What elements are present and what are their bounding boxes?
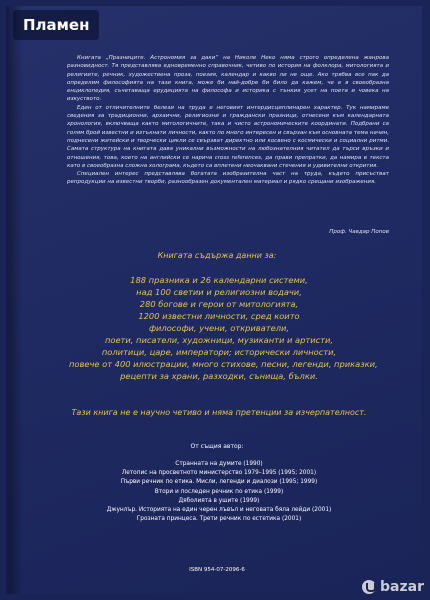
work-title: Дяболията в ушите (1999) [178,497,260,504]
disclaimer-text: Тази книга не е научно четиво и няма претенции за изчерпателност. [71,408,367,417]
other-works-heading: От същия автор: [190,443,244,450]
work-title: Втори и последен речник по етика (1999) [154,488,284,495]
contents-line: рецепти за храни, разходки, сънища, бълки. [120,371,318,381]
contents-list [69,274,378,382]
work-title: Странната на думите (1990) [175,461,263,467]
watermark [362,577,424,597]
bazar-logo-icon [362,580,376,594]
intro-paragraph: Един от отличителните белези на труда е неговият интердисциплинарен характер. Тук намираме сведения за традиционни, архаични, религиозни и граждански празници, отнесени към календарната хронология, включваща както митологичните, така и чисто астрономическите координати. Подбрани са голям брой известни и изтъкнати личности, както по много интересен и свързан към основната тема начин, поднесени житейски и творчески цикли се свързват директно или косвено с космически и социални ритми. Самата структура на книгата дава уникални възможности на любознателния читател да търси връзки и отношения, това, което на английски се нарича cross references, да прави препратки, да намира в текста като в своеобразна сложна холограма, където са вплетени неочаквани стечения и удивителни открития. [67,104,389,169]
intro-paragraph: Специален интерес представлява богатата изобразителна част на труда, където присъстват репродукции на известни творби, разнообразен документален материал и рядко срещани изображения. [67,171,389,186]
review-signature: Проф. Чавдар Попов [329,229,389,235]
other-works-list [29,460,409,524]
spine-shadow [9,6,23,594]
contents-line: философи, учени, откриватели, [148,323,290,333]
contents-line: 188 празника и 26 календарни системи, [130,275,308,285]
work-title: Джунлър. Историята на един черен лъвъл и неговата бяла лейди (2001) [106,507,332,514]
intro-text [67,54,389,187]
isbn-label: ISBN 954-07-2096-6 [189,567,245,573]
watermark-text: bazar [380,579,424,595]
work-title: Летопис на просветното министерство 1979–1995 (1995; 2001) [121,470,317,477]
contents-line: 280 богове и герои от митологията, [139,299,299,309]
work-title: Грозната принцеса. Трети речник по естетика (2001) [136,516,302,523]
book-back-cover [6,6,422,594]
contents-line: политици, царе, императори; исторически личности, [101,347,337,357]
work-title: Първи речник по етика. Мисли, легенди и диалози (1995; 1999) [120,479,318,486]
seller-name-label: Пламен [13,10,99,40]
contents-line: 1200 известни личности, сред които [138,311,300,321]
contents-line: повече от 400 илюстрации, много стихове, песни, легенди, приказки, [69,359,378,369]
contents-heading: Книгата съдържа данни за: [157,251,277,260]
contents-line: поети, писатели, художници, музиканти и артисти, [104,335,334,345]
contents-line: над 100 светии и религиозни водачи, [136,287,302,297]
intro-paragraph: Книгата „Празниците. Астрономия за даки“ на Николе Неко няма строго определена жанрова разновидност. Тя представлява едновременно справочник, четиво по история на фолклора, митологията и религиите, речник, художествена проза, поезия, календар и какво ли не още. Ако трябва все пак да определим философията на тази книга, може би най-добре би било да кажем, че е в своеобразна енциклопедия, съчетаваща ерудицията на философа и историка с тънкия усет на поета и човека на изкуството. [67,55,389,103]
